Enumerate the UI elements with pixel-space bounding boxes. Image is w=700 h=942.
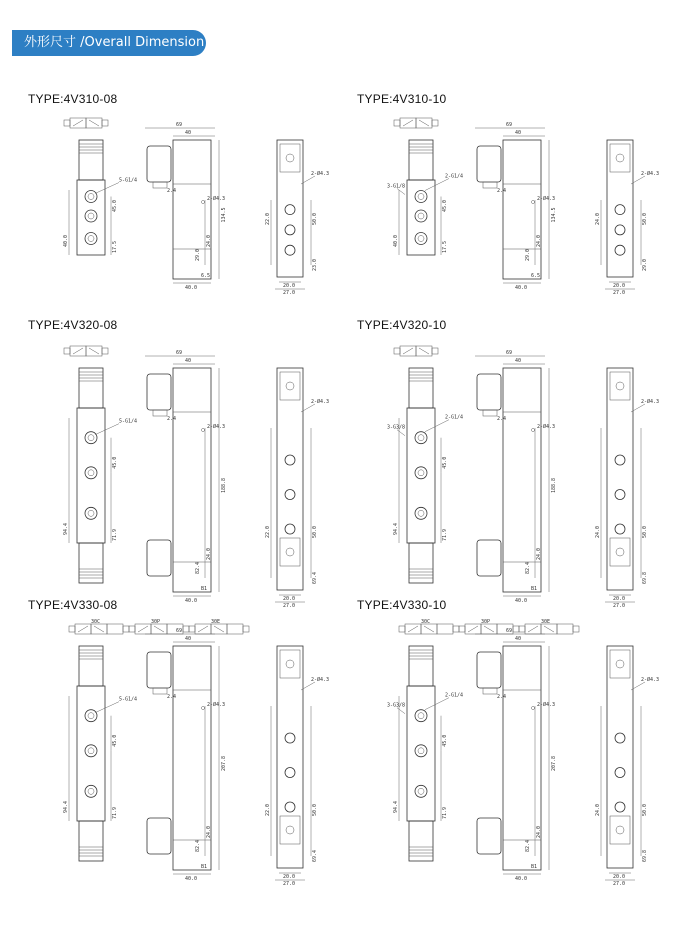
dim-port-pitch: 45.0 bbox=[442, 456, 448, 469]
dim-total-height: 207.8 bbox=[221, 755, 227, 771]
type-label-4v310-10: TYPE:4V310-10 bbox=[357, 92, 447, 106]
port-callout: 5-G1/4 bbox=[119, 696, 138, 703]
front-view bbox=[77, 646, 105, 861]
dim-mid-b: 29.0 bbox=[525, 248, 531, 261]
pneumatic-symbol bbox=[69, 624, 129, 634]
front-view bbox=[407, 368, 435, 583]
dim-top-width: 69 bbox=[506, 628, 513, 634]
side-view bbox=[477, 646, 541, 870]
dim-offset: 2.4 bbox=[497, 416, 507, 422]
dim-mid-b: 82.4 bbox=[525, 561, 531, 574]
dim-pad: 6.5 bbox=[531, 273, 541, 279]
dim-lower-pitch: 71.9 bbox=[112, 806, 118, 819]
dim-bottom-width: 40.0 bbox=[185, 285, 198, 291]
valve-drawing-svg bbox=[385, 340, 670, 610]
dim-port-pitch: 45.0 bbox=[112, 734, 118, 747]
dim-pad: 6.5 bbox=[201, 273, 211, 279]
pneumatic-symbol bbox=[64, 346, 108, 356]
port-callout: 2-G1/4 bbox=[445, 414, 464, 421]
dim-top-width: 69 bbox=[176, 628, 183, 634]
dim-top-width: 69 bbox=[506, 350, 513, 356]
end-view bbox=[277, 140, 303, 277]
side-view bbox=[147, 646, 211, 870]
front-view bbox=[407, 646, 435, 861]
dim-end-c: 29.0 bbox=[642, 258, 648, 271]
drawing-4v320-08 bbox=[55, 340, 340, 610]
drawing-4v310-08 bbox=[55, 112, 340, 297]
dim-base: 20.0 bbox=[613, 596, 626, 602]
pneumatic-symbol bbox=[394, 346, 438, 356]
dim-inner-width: 40 bbox=[185, 130, 192, 136]
dim-mount-hole: 2-Ø4.3 bbox=[207, 196, 226, 202]
symbol-label: 30C bbox=[91, 619, 101, 625]
front-view bbox=[77, 140, 105, 255]
dim-bottom-width: 40.0 bbox=[185, 598, 198, 604]
dim-offset: 2.4 bbox=[167, 416, 177, 422]
dim-lower-pitch: 71.9 bbox=[442, 806, 448, 819]
valve-drawing-svg bbox=[385, 112, 670, 297]
dim-port-pitch: 45.0 bbox=[112, 456, 118, 469]
dim-mid-a: 24.0 bbox=[206, 825, 212, 838]
dim-top-width: 69 bbox=[176, 350, 183, 356]
dim-total-height: 207.8 bbox=[551, 755, 557, 771]
port-callout: 5-G1/4 bbox=[119, 177, 138, 184]
end-view bbox=[607, 646, 633, 868]
dim-bottom-width: 40.0 bbox=[185, 876, 198, 882]
dim-end-a: 22.0 bbox=[265, 803, 271, 816]
dim-left-height: 94.4 bbox=[63, 800, 69, 813]
end-view bbox=[277, 646, 303, 868]
front-view bbox=[407, 140, 435, 255]
valve-drawing-svg bbox=[55, 340, 340, 610]
dim-end-c: 69.8 bbox=[642, 571, 648, 584]
dim-mid-a: 24.0 bbox=[206, 234, 212, 247]
port-callout: 5-G1/4 bbox=[119, 418, 138, 425]
dim-inner-width: 40 bbox=[515, 636, 522, 642]
dim-pad: B1 bbox=[201, 586, 208, 592]
type-label-4v320-10: TYPE:4V320-10 bbox=[357, 318, 447, 332]
dim-left-height: 94.4 bbox=[393, 522, 399, 535]
dim-base-outer: 27.0 bbox=[283, 290, 296, 296]
dim-bottom-width: 40.0 bbox=[515, 598, 528, 604]
dim-total-height: 188.8 bbox=[551, 477, 557, 493]
dim-mount-hole: 2-Ø4.3 bbox=[537, 424, 556, 430]
dim-left-height: 40.0 bbox=[63, 234, 69, 247]
drawing-4v310-10 bbox=[385, 112, 670, 297]
dim-end-a: 22.0 bbox=[265, 525, 271, 538]
dim-lower-pitch: 17.5 bbox=[112, 240, 118, 253]
dim-offset: 2.4 bbox=[167, 694, 177, 700]
type-label-4v330-10: TYPE:4V330-10 bbox=[357, 598, 447, 612]
port-callout: 3-G3/8 bbox=[387, 702, 406, 709]
dim-bottom-width: 40.0 bbox=[515, 285, 528, 291]
dim-mid-a: 24.0 bbox=[206, 547, 212, 560]
pneumatic-symbol bbox=[394, 118, 438, 128]
dim-mid-b: 82.4 bbox=[195, 839, 201, 852]
port-callout: 2-G1/4 bbox=[445, 692, 464, 699]
dim-base-outer: 27.0 bbox=[283, 603, 296, 609]
side-view bbox=[147, 140, 211, 279]
drawing-4v320-10 bbox=[385, 340, 670, 610]
drawing-4v330-10 bbox=[385, 618, 670, 888]
type-label-4v330-08: TYPE:4V330-08 bbox=[28, 598, 118, 612]
dim-end-hole: 2-Ø4.3 bbox=[311, 399, 330, 405]
dim-left-height: 40.0 bbox=[393, 234, 399, 247]
dim-end-hole: 2-Ø4.3 bbox=[641, 677, 660, 683]
side-view bbox=[477, 368, 541, 592]
dim-base-outer: 27.0 bbox=[613, 881, 626, 887]
dim-mount-hole: 2-Ø4.3 bbox=[537, 702, 556, 708]
symbol-label: 30E bbox=[211, 619, 221, 625]
symbol-label: 30C bbox=[421, 619, 431, 625]
symbol-label: 30P bbox=[151, 619, 161, 625]
dim-lower-pitch: 17.5 bbox=[442, 240, 448, 253]
dim-pad: B1 bbox=[201, 864, 208, 870]
dim-base: 20.0 bbox=[283, 874, 296, 880]
dim-mount-hole: 2-Ø4.3 bbox=[207, 702, 226, 708]
dim-base-outer: 27.0 bbox=[613, 603, 626, 609]
section-title-banner bbox=[12, 30, 206, 56]
dim-end-b: 50.0 bbox=[312, 525, 318, 538]
dim-base: 20.0 bbox=[283, 596, 296, 602]
dim-base: 20.0 bbox=[613, 874, 626, 880]
side-view bbox=[147, 368, 211, 592]
dim-end-b: 50.0 bbox=[642, 525, 648, 538]
symbol-label: 30P bbox=[481, 619, 491, 625]
dim-lower-pitch: 71.9 bbox=[112, 528, 118, 541]
valve-drawing-svg bbox=[385, 618, 670, 888]
dim-pad: B1 bbox=[531, 586, 538, 592]
dim-port-pitch: 45.0 bbox=[442, 734, 448, 747]
dim-end-c: 23.0 bbox=[312, 258, 318, 271]
dim-port-pitch: 45.0 bbox=[442, 199, 448, 212]
dim-end-hole: 2-Ø4.3 bbox=[641, 171, 660, 177]
dim-mid-b: 82.4 bbox=[195, 561, 201, 574]
valve-drawing-svg bbox=[55, 112, 340, 297]
dim-base-outer: 27.0 bbox=[613, 290, 626, 296]
symbol-label: 30E bbox=[541, 619, 551, 625]
dim-end-b: 50.0 bbox=[642, 803, 648, 816]
dim-total-height: 188.8 bbox=[221, 477, 227, 493]
port-callout: 3-G3/8 bbox=[387, 424, 406, 431]
front-view bbox=[77, 368, 105, 583]
port-callout: 3-G1/8 bbox=[387, 183, 406, 190]
dim-offset: 2.4 bbox=[497, 188, 507, 194]
dim-mid-a: 24.0 bbox=[536, 547, 542, 560]
pneumatic-symbol bbox=[519, 624, 579, 634]
end-view bbox=[607, 140, 633, 277]
dim-base: 20.0 bbox=[283, 283, 296, 289]
type-label-4v310-08: TYPE:4V310-08 bbox=[28, 92, 118, 106]
section-title: 外形尺寸 /Overall Dimension bbox=[24, 35, 205, 50]
dim-end-b: 50.0 bbox=[312, 212, 318, 225]
dim-mid-a: 24.0 bbox=[536, 825, 542, 838]
dim-inner-width: 40 bbox=[185, 358, 192, 364]
dim-end-c: 69.4 bbox=[312, 849, 318, 862]
dim-inner-width: 40 bbox=[515, 358, 522, 364]
end-view bbox=[277, 368, 303, 590]
dim-end-b: 50.0 bbox=[312, 803, 318, 816]
dim-end-a: 24.0 bbox=[595, 525, 601, 538]
dim-end-hole: 2-Ø4.3 bbox=[311, 171, 330, 177]
dim-end-a: 22.0 bbox=[265, 212, 271, 225]
dim-mid-b: 82.4 bbox=[525, 839, 531, 852]
dim-lower-pitch: 71.9 bbox=[442, 528, 448, 541]
dim-top-width: 69 bbox=[176, 122, 183, 128]
dim-mount-hole: 2-Ø4.3 bbox=[537, 196, 556, 202]
dim-inner-width: 40 bbox=[185, 636, 192, 642]
pneumatic-symbol bbox=[189, 624, 249, 634]
dim-base-outer: 27.0 bbox=[283, 881, 296, 887]
dim-left-height: 94.4 bbox=[63, 522, 69, 535]
dim-total-height: 134.5 bbox=[221, 207, 227, 223]
dim-end-c: 69.8 bbox=[642, 849, 648, 862]
dim-bottom-width: 40.0 bbox=[515, 876, 528, 882]
side-view bbox=[477, 140, 541, 279]
dim-mid-a: 24.0 bbox=[536, 234, 542, 247]
dim-end-hole: 2-Ø4.3 bbox=[641, 399, 660, 405]
dim-end-a: 24.0 bbox=[595, 212, 601, 225]
dim-offset: 2.4 bbox=[497, 694, 507, 700]
dim-pad: B1 bbox=[531, 864, 538, 870]
dim-top-width: 69 bbox=[506, 122, 513, 128]
dim-left-height: 94.4 bbox=[393, 800, 399, 813]
dim-total-height: 134.5 bbox=[551, 207, 557, 223]
dim-end-c: 69.4 bbox=[312, 571, 318, 584]
dim-end-a: 24.0 bbox=[595, 803, 601, 816]
dim-mount-hole: 2-Ø4.3 bbox=[207, 424, 226, 430]
dim-mid-b: 29.0 bbox=[195, 248, 201, 261]
dim-end-b: 50.0 bbox=[642, 212, 648, 225]
dim-inner-width: 40 bbox=[515, 130, 522, 136]
pneumatic-symbol bbox=[399, 624, 459, 634]
dim-end-hole: 2-Ø4.3 bbox=[311, 677, 330, 683]
type-label-4v320-08: TYPE:4V320-08 bbox=[28, 318, 118, 332]
dim-offset: 2.4 bbox=[167, 188, 177, 194]
dim-base: 20.0 bbox=[613, 283, 626, 289]
end-view bbox=[607, 368, 633, 590]
dim-port-pitch: 45.0 bbox=[112, 199, 118, 212]
drawing-4v330-08 bbox=[55, 618, 340, 888]
port-callout: 2-G1/4 bbox=[445, 173, 464, 180]
pneumatic-symbol bbox=[64, 118, 108, 128]
valve-drawing-svg bbox=[55, 618, 340, 888]
